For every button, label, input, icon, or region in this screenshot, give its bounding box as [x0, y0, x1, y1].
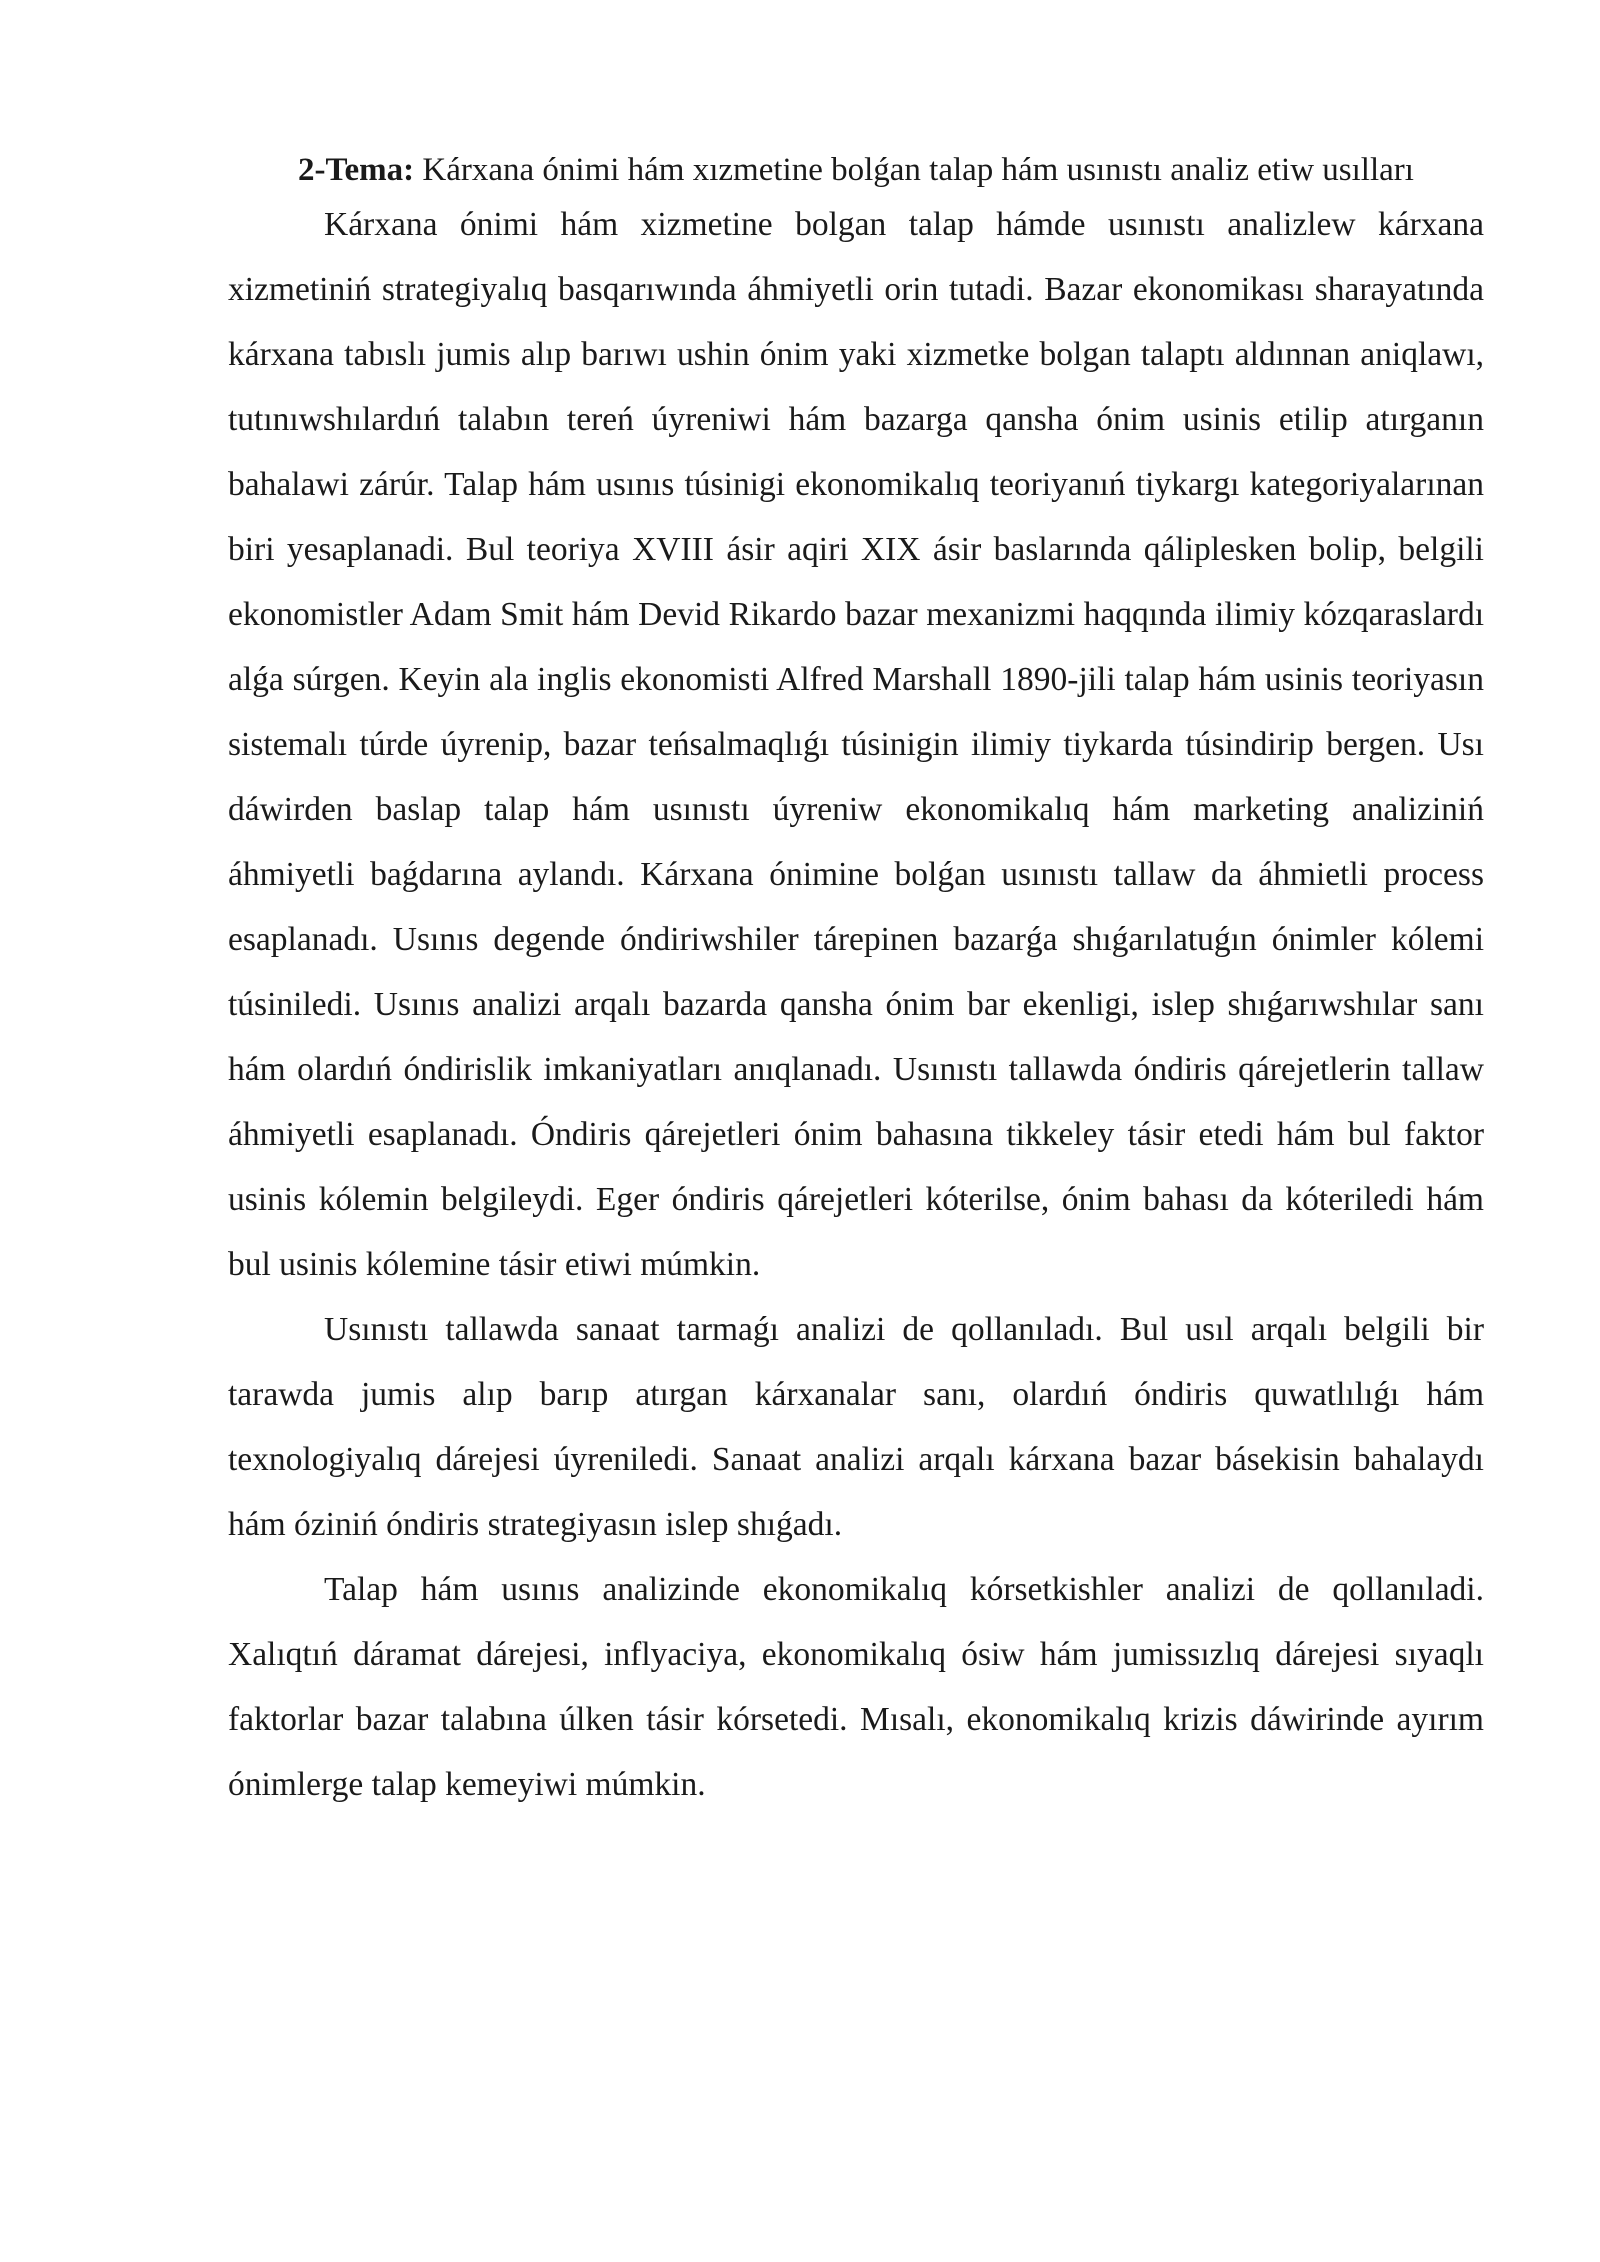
paragraph-1: Kárxana ónimi hám xizmetine bolgan talap hámde usınıstı analizlew kárxana xizmetiniń strategiyalıq basqarıwında áhmiyetli orin tutadi. Bazar ekonomikası sharayatında kárxana tabıslı jumis alıp barıwı ushin ónim yaki xizmetke bolgan talaptı aldınnan aniqlawı, tutınıwshılardıń talabın tereń úyreniwi hám bazarga qansha ónim usinis etilip atırganın bahalawi zárúr. Talap hám usınıs túsinigi ekonomikalıq teoriyanıń tiykargı kategoriyalarınan biri yesaplanadi. Bul teoriya XVIII ásir aqiri XIX ásir baslarında qáliplesken bolip, belgili ekonomistler Adam Smit hám Devid Rikardo bazar mexanizmi haqqında ilimiy kózqaraslardı alǵa súrgen. Keyin ala inglis ekonomisti Alfred Marshall 1890-jili talap hám usinis teoriyasın sistemalı túrde úyrenip, bazar teńsalmaqlıǵı túsinigin ilimiy tiykarda túsindirip bergen. Usı dáwirden baslap talap hám usınıstı úyreniw ekonomikalıq hám marketing analiziniń áhmiyetli baǵdarına aylandı. Kárxana ónimine bolǵan usınıstı tallaw da áhmietli process esaplanadı. Usınıs degende óndiriwshiler tárepinen bazarǵa shıǵarılatuǵın ónimler kólemi túsiniledi. Usınıs analizi arqalı bazarda qansha ónim bar ekenligi, islep shıǵarıwshılar sanı hám olardıń óndirislik imkaniyatları anıqlanadı. Usınıstı tallawda óndiris qárejetlerin tallaw áhmiyetli esaplanadı. Óndiris qárejetleri ónim bahasına tikkeley tásir etedi hám bul faktor usinis kólemin belgileydi. Eger óndiris qárejetleri kóterilse, ónim bahası da kóteriledi hám bul usinis kólemine tásir etiwi múmkin. — [228, 206, 1484, 1283]
paragraph-2: Usınıstı tallawda sanaat tarmaǵı analizi de qollanıladı. Bul usıl arqalı belgili bir tarawda jumis alıp barıp atırgan kárxanalar sanı, olardıń óndiris quwatlılıǵı hám texnologiyalıq dárejesi úyreniledi. Sanaat analizi arqalı kárxana bazar básekisin bahalaydı hám óziniń óndiris strategiyasın islep shıǵadı. — [228, 1311, 1484, 1543]
title-text: Kárxana ónimi hám xızmetine bolǵan talap hám usınıstı analiz etiw usılları — [414, 152, 1414, 188]
document-title — [228, 148, 1484, 192]
document-page — [228, 148, 1484, 1817]
paragraph-3: Talap hám usınıs analizinde ekonomikalıq kórsetkishler analizi de qollanıladi. Xalıqtıń dáramat dárejesi, inflyaciya, ekonomikalıq ósiw hám jumissızlıq dárejesi sıyaqlı faktorlar bazar talabına úlken tásir kórsetedi. Mısalı, ekonomikalıq krizis dáwirinde ayırım ónimlerge talap kemeyiwi múmkin. — [228, 1571, 1484, 1803]
title-label: 2-Tema: — [298, 152, 415, 188]
